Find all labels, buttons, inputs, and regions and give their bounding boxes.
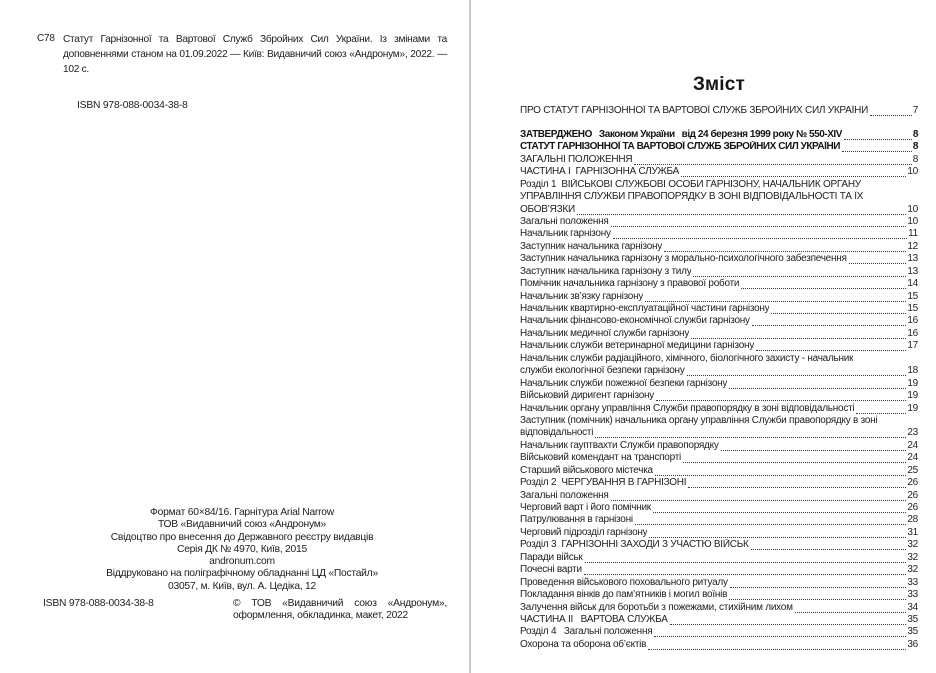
- toc-page-number: 11: [908, 228, 918, 240]
- toc-page-number: 19: [907, 402, 918, 414]
- toc-entry: [520, 129, 918, 141]
- toc-entry-label: Начальник гауптвахти Служби правопорядку: [520, 439, 719, 451]
- toc-page-number: 7: [912, 104, 918, 116]
- toc-dot-leader: [683, 462, 906, 463]
- toc-dot-leader: [691, 338, 906, 339]
- toc-entry-label: відповідальності: [520, 427, 594, 439]
- toc-dot-leader: [741, 288, 906, 289]
- isbn-top: ISBN 978-088-0034-38-8: [77, 100, 188, 111]
- toc-entry: [520, 316, 918, 328]
- toc-entry: [520, 390, 918, 402]
- toc-entry-label: Почесні варти: [520, 564, 582, 576]
- toc-entry-label: Заступник (помічник) начальника органу управління Служби правопорядку в зоні: [520, 414, 878, 426]
- catalog-code: С78: [37, 33, 55, 44]
- toc-dot-leader: [611, 226, 907, 227]
- toc-dot-leader: [756, 350, 906, 351]
- isbn-bottom: ISBN 978-088-0034-38-8: [43, 598, 154, 609]
- toc-entry-label: Заступник начальника гарнізону: [520, 240, 663, 252]
- toc-entry: [520, 141, 918, 153]
- toc-entry-label: Черговий підрозділ гарнізону: [520, 526, 648, 538]
- toc-page-number: 24: [907, 452, 918, 464]
- toc-title: Зміст: [692, 74, 746, 95]
- toc-dot-leader: [729, 388, 906, 389]
- toc-page-number: 18: [907, 365, 918, 377]
- colophon-line: Віддруковано на поліграфічному обладнанні ЦД «Постайл»: [106, 568, 378, 580]
- toc-entry-label: ЗАТВЕРДЖЕНО Законом України від 24 березня 1999 року № 550-XIV: [520, 128, 842, 140]
- toc-entry-label: ЧАСТИНА І ГАРНІЗОННА СЛУЖБА: [520, 166, 680, 178]
- toc-entry: [520, 614, 918, 626]
- toc-page-number: 19: [907, 377, 918, 389]
- toc-page-number: 16: [907, 315, 918, 327]
- toc-dot-leader: [656, 400, 906, 401]
- toc-dot-leader: [730, 587, 907, 588]
- toc-entry-label: Патрулювання в гарнізоні: [520, 514, 633, 526]
- toc-page-number: 10: [907, 166, 918, 178]
- toc-dot-leader: [693, 276, 906, 277]
- toc-entry-label: Покладання вінків до пам’ятників і могил воїнів: [520, 589, 728, 601]
- colophon-line: Свідоцтво про внесення до Державного реєстру видавців: [110, 531, 374, 543]
- toc-page-number: 14: [907, 278, 918, 290]
- colophon-line: Серія ДК № 4970, Київ, 2015: [177, 543, 307, 555]
- toc-page-number: 32: [907, 539, 918, 551]
- toc-page-number: 26: [907, 489, 918, 501]
- toc-entry-label: Начальник гарнізону: [520, 228, 611, 240]
- colophon-line: andronum.com: [209, 556, 275, 568]
- toc-entry: [520, 328, 918, 340]
- toc-page-number: 31: [907, 526, 918, 538]
- colophon: [37, 507, 447, 593]
- toc-page-number: 33: [907, 576, 918, 588]
- toc-entry-label: ОБОВ’ЯЗКИ: [520, 203, 575, 215]
- toc-entry: [520, 241, 918, 253]
- toc-dot-leader: [670, 624, 907, 625]
- toc-dot-leader: [648, 649, 906, 650]
- toc-dot-leader: [653, 512, 906, 513]
- bibliographic-description: Статут Гарнізонної та Вартової Служб Збройних Сил України. Із змінами та доповненнями станом на 01.09.2022 — Київ: Видавничий союз «Андронум», 2022. — 102 с.: [63, 34, 447, 75]
- toc-entry-label: Начальник служби пожежної безпеки гарнізону: [520, 377, 728, 389]
- toc-entry-label: УПРАВЛІННЯ СЛУЖБИ ПРАВОПОРЯДКУ В ЗОНІ ВІДПОВІДАЛЬНОСТІ ТА ЇХ: [520, 191, 864, 203]
- toc-dot-leader: [664, 251, 906, 252]
- toc-dot-leader: [771, 313, 906, 314]
- toc-entry-label: Розділ 2 ЧЕРГУВАННЯ В ГАРНІЗОНІ: [520, 477, 687, 489]
- toc-entry-label: Проведення військового поховального ритуалу: [520, 576, 728, 588]
- toc-entry-label: ЗАГАЛЬНІ ПОЛОЖЕННЯ: [520, 153, 633, 165]
- toc-entry-label: Черговий варт і його помічник: [520, 502, 651, 514]
- toc-dot-leader: [654, 636, 906, 637]
- toc-page-number: 34: [907, 601, 918, 613]
- toc-entry-label: Залучення військ для боротьби з пожежами, стихійним лихом: [520, 601, 793, 613]
- toc-entry: [520, 179, 918, 191]
- toc-entry: [520, 639, 918, 651]
- toc-entry: [520, 340, 918, 352]
- imprint-bottom-row: [43, 598, 447, 628]
- bibliographic-record: [37, 32, 447, 77]
- toc-dot-leader: [688, 487, 906, 488]
- toc-entry-label: Військовий диригент гарнізону: [520, 390, 655, 402]
- toc-page-number: 25: [907, 464, 918, 476]
- toc-dot-leader: [870, 115, 912, 116]
- toc-entry: [520, 577, 918, 589]
- toc-dot-leader: [584, 574, 907, 575]
- toc-entry-label: ЧАСТИНА ІІ ВАРТОВА СЛУЖБА: [520, 613, 668, 625]
- toc-entry: [520, 291, 918, 303]
- toc-page-number: 17: [907, 340, 918, 352]
- toc-entry-label: ПРО СТАТУТ ГАРНІЗОННОЇ ТА ВАРТОВОЇ СЛУЖБ ЗБРОЙНИХ СИЛ УКРАЇНИ: [520, 104, 869, 116]
- toc-entry-label: Заступник начальника гарнізону з морально-психологічного забезпечення: [520, 253, 847, 265]
- toc-entry-label: Заступник начальника гарнізону з тилу: [520, 265, 692, 277]
- toc-page-number: 33: [907, 589, 918, 601]
- toc-entry: [520, 552, 918, 564]
- toc-entry-label: СТАТУТ ГАРНІЗОННОЇ ТА ВАРТОВОЇ СЛУЖБ ЗБРОЙНИХ СИЛ УКРАЇНИ: [520, 141, 840, 153]
- toc-entry: [520, 626, 918, 638]
- toc-entry: [520, 216, 918, 228]
- toc-entry: [520, 602, 918, 614]
- toc-page-number: 26: [907, 477, 918, 489]
- toc-dot-leader: [655, 475, 907, 476]
- toc-entry: [520, 378, 918, 390]
- toc-page-number: 10: [907, 215, 918, 227]
- toc-entry: [520, 564, 918, 576]
- colophon-line: ТОВ «Видавничий союз «Андронум»: [157, 519, 327, 531]
- toc-entry-label: Начальник служби радіаційного, хімічного, біологічного захисту - начальник: [520, 352, 854, 364]
- toc-page-number: 15: [907, 290, 918, 302]
- toc-page-number: 28: [907, 514, 918, 526]
- toc-page-number: 35: [907, 613, 918, 625]
- toc-entry-label: Начальник медичної служби гарнізону: [520, 327, 690, 339]
- toc-page-number: 19: [907, 390, 918, 402]
- toc-entry-label: Начальник органу управління Служби правопорядку в зоні відповідальності: [520, 402, 855, 414]
- toc-dot-leader: [844, 139, 912, 140]
- toc-page-number: 8: [912, 128, 918, 140]
- toc-dot-leader: [681, 176, 906, 177]
- toc-dot-leader: [687, 375, 907, 376]
- toc-entry-label: Військовий комендант на транспорті: [520, 452, 681, 464]
- toc-page-number: 36: [907, 638, 918, 650]
- toc-entry: [520, 515, 918, 527]
- toc-entry-label: Начальник фінансово-економічної служби гарнізону: [520, 315, 750, 327]
- toc-entry-label: Розділ 1 ВІЙСЬКОВІ СЛУЖБОВІ ОСОБИ ГАРНІЗОНУ, НАЧАЛЬНИК ОРГАНУ: [520, 178, 861, 190]
- toc-entry: [520, 303, 918, 315]
- toc-entry: [520, 204, 918, 216]
- toc-page-number: 12: [907, 240, 918, 252]
- toc-page-number: 32: [907, 551, 918, 563]
- toc-entry: [520, 539, 918, 551]
- toc-page-number: 8: [912, 141, 918, 153]
- toc-dot-leader: [635, 524, 907, 525]
- toc-entry-label: Загальні положення: [520, 489, 609, 501]
- toc-page-number: 15: [907, 303, 918, 315]
- toc-entry: [520, 490, 918, 502]
- toc-entry: [520, 403, 918, 415]
- toc-entry-label: Помічник начальника гарнізону з правової роботи: [520, 278, 740, 290]
- toc-entry-label: Розділ 4 Загальні положення: [520, 626, 653, 638]
- toc-page-number: 35: [907, 626, 918, 638]
- toc-entry: [520, 105, 918, 117]
- toc-page-number: 26: [907, 502, 918, 514]
- copyright-notice: © ТОВ «Видавничий союз «Андронум», оформлення, обкладинка, макет, 2022: [233, 598, 447, 622]
- toc-entry-label: Розділ 3 ГАРНІЗОННІ ЗАХОДИ З УЧАСТЮ ВІЙСЬК: [520, 539, 749, 551]
- toc-entry-label: Паради військ: [520, 551, 583, 563]
- toc-page-number: 13: [907, 265, 918, 277]
- toc-dot-leader: [613, 238, 907, 239]
- toc-entry: [520, 440, 918, 452]
- toc-dot-leader: [752, 325, 907, 326]
- toc-entry: [520, 278, 918, 290]
- toc-list: [520, 105, 918, 651]
- toc-dot-leader: [577, 214, 906, 215]
- toc-page-number: 32: [907, 564, 918, 576]
- toc-entry-label: Охорона та оборона об’єктів: [520, 638, 647, 650]
- toc-dot-leader: [611, 500, 907, 501]
- toc-dot-leader: [634, 164, 911, 165]
- toc-dot-leader: [751, 549, 907, 550]
- toc-entry: [520, 427, 918, 439]
- toc-entry: [520, 266, 918, 278]
- toc-entry: [520, 527, 918, 539]
- toc-entry: [520, 589, 918, 601]
- toc-dot-leader: [585, 562, 907, 563]
- toc-dot-leader: [849, 263, 907, 264]
- toc-entry: [520, 477, 918, 489]
- toc-dot-leader: [856, 413, 906, 414]
- toc-entry: [520, 415, 918, 427]
- toc-entry-label: Старший військового містечка: [520, 464, 653, 476]
- toc-entry-label: Начальник квартирно-експлуатаційної частини гарнізону: [520, 303, 770, 315]
- toc-entry: [520, 452, 918, 464]
- toc-page-number: 23: [907, 427, 918, 439]
- toc-page-number: 10: [907, 203, 918, 215]
- table-of-contents-page: [520, 0, 918, 673]
- toc-entry: [520, 353, 918, 365]
- toc-dot-leader: [645, 301, 906, 302]
- toc-dot-leader: [649, 537, 906, 538]
- toc-entry-label: Загальні положення: [520, 215, 609, 227]
- toc-dot-leader: [842, 151, 912, 152]
- colophon-line: Формат 60×84/16. Гарнітура Arial Narrow: [150, 507, 334, 518]
- toc-dot-leader: [595, 437, 906, 438]
- toc-entry: [520, 166, 918, 178]
- toc-dot-leader: [795, 612, 907, 613]
- toc-entry: [520, 228, 918, 240]
- toc-dot-leader: [729, 599, 906, 600]
- toc-page-number: 16: [907, 327, 918, 339]
- toc-entry-label: Начальник служби ветеринарної медицини гарнізону: [520, 340, 755, 352]
- toc-entry: [520, 191, 918, 203]
- colophon-line: 03057, м. Київ, вул. А. Цедіка, 12: [168, 580, 316, 592]
- toc-page-number: 24: [907, 439, 918, 451]
- toc-page-number: 8: [912, 153, 918, 165]
- toc-dot-leader: [721, 450, 907, 451]
- toc-entry: [520, 502, 918, 514]
- toc-entry: [520, 465, 918, 477]
- toc-entry: [520, 253, 918, 265]
- toc-entry: [520, 154, 918, 166]
- toc-entry-label: Начальник зв’язку гарнізону: [520, 290, 644, 302]
- toc-page-number: 13: [907, 253, 918, 265]
- toc-entry: [520, 365, 918, 377]
- toc-entry-label: служби екологічної безпеки гарнізону: [520, 365, 685, 377]
